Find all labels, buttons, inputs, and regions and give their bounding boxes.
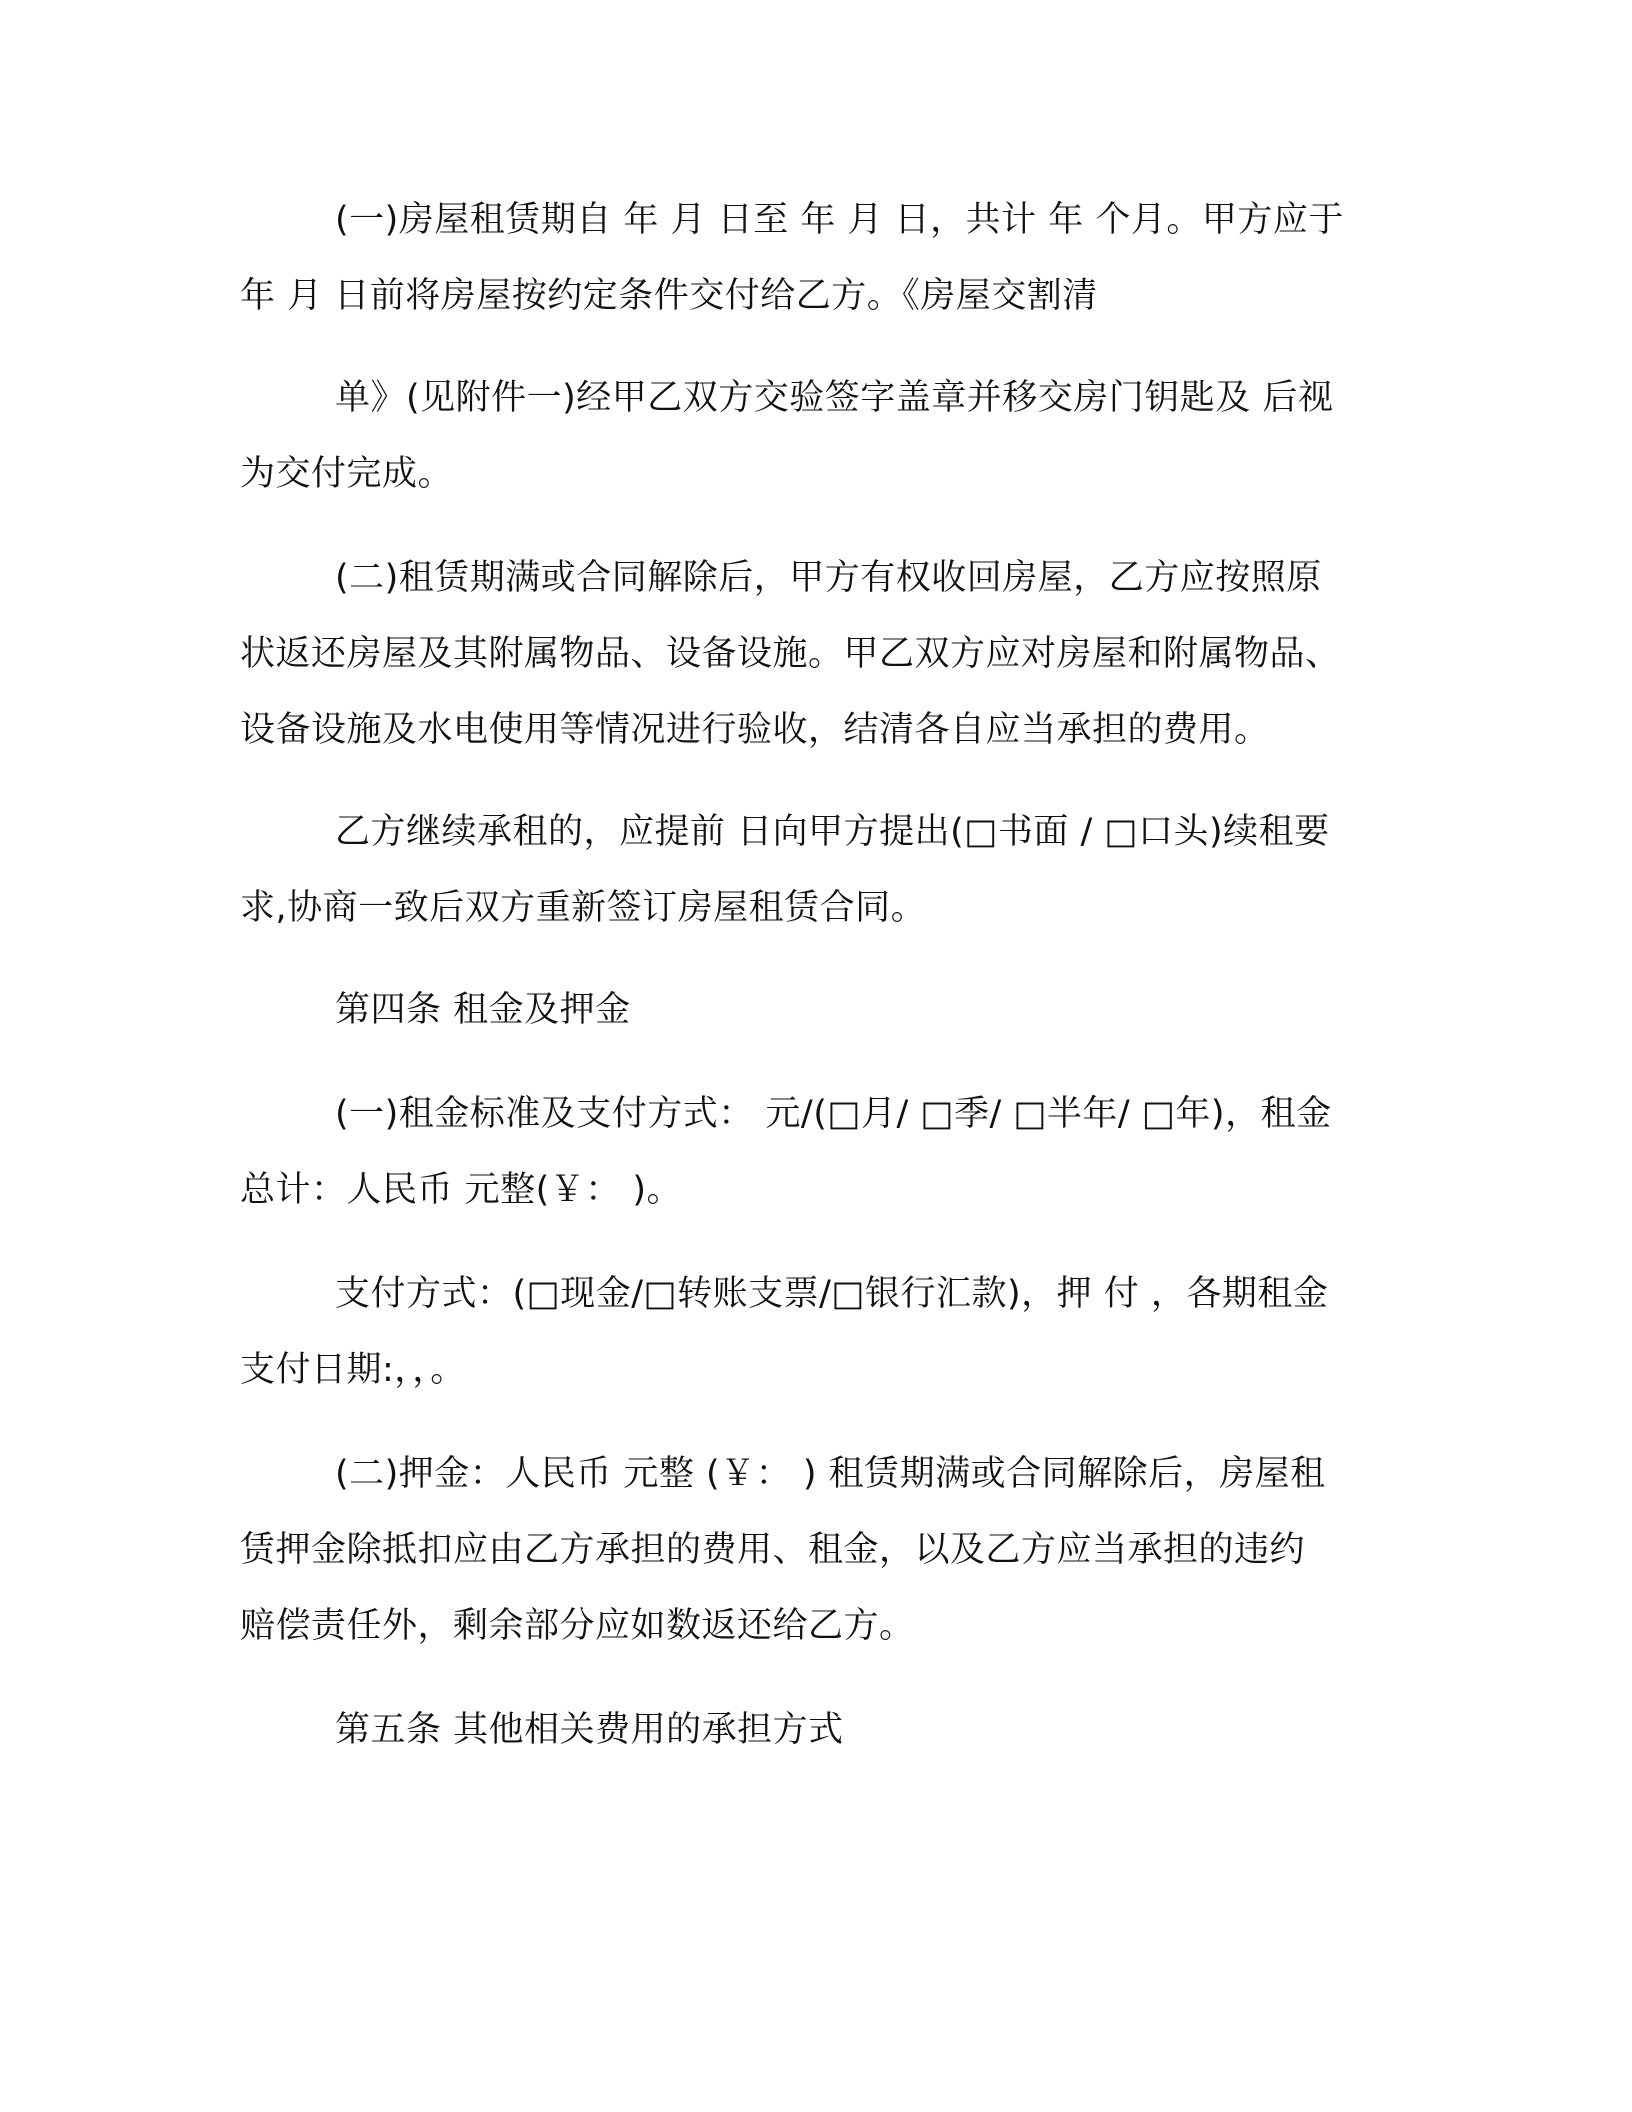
paragraph-line: (二)押金：人民币 元整 (￥： ) 租赁期满或合同解除后，房屋租: [335, 1454, 1326, 1494]
paragraph-line: 求,协商一致后双方重新签订房屋租赁合同。: [240, 888, 927, 928]
paragraph-line: 为交付完成。: [240, 454, 454, 494]
paragraph-line: 单》(见附件一)经甲乙双方交验签字盖章并移交房门钥匙及 后视: [335, 378, 1334, 418]
paragraph-line: 赁押金除抵扣应由乙方承担的费用、租金，以及乙方应当承担的违约: [240, 1530, 1306, 1570]
paragraph-line: 设备设施及水电使用等情况进行验收，结清各自应当承担的费用。: [240, 710, 1270, 750]
section-heading: 第五条 其他相关费用的承担方式: [335, 1710, 844, 1750]
paragraph-line: 支付日期:，，。: [240, 1350, 466, 1390]
paragraph-line: 乙方继续承租的，应提前 日向甲方提出(□书面 / □口头)续租要: [335, 812, 1330, 852]
paragraph-line: (二)租赁期满或合同解除后，甲方有权收回房屋，乙方应按照原: [335, 558, 1322, 598]
paragraph-line: (一)房屋租赁期自 年 月 日至 年 月 日，共计 年 个月。甲方应于: [335, 200, 1344, 240]
paragraph-line: 总计：人民币 元整(￥： )。: [240, 1170, 683, 1210]
section-heading: 第四条 租金及押金: [335, 990, 631, 1030]
paragraph-line: 赔偿责任外，剩余部分应如数返还给乙方。: [240, 1606, 915, 1646]
paragraph-line: 支付方式：(□现金/□转账支票/□银行汇款)，押 付 ，各期租金: [335, 1274, 1329, 1314]
paragraph-line: (一)租金标准及支付方式： 元/(□月/ □季/ □半年/ □年)，租金: [335, 1094, 1332, 1134]
paragraph-line: 状返还房屋及其附属物品、设备设施。甲乙双方应对房屋和附属物品、: [240, 634, 1341, 674]
paragraph-line: 年 月 日前将房屋按约定条件交付给乙方。《房屋交割清: [240, 276, 1098, 316]
